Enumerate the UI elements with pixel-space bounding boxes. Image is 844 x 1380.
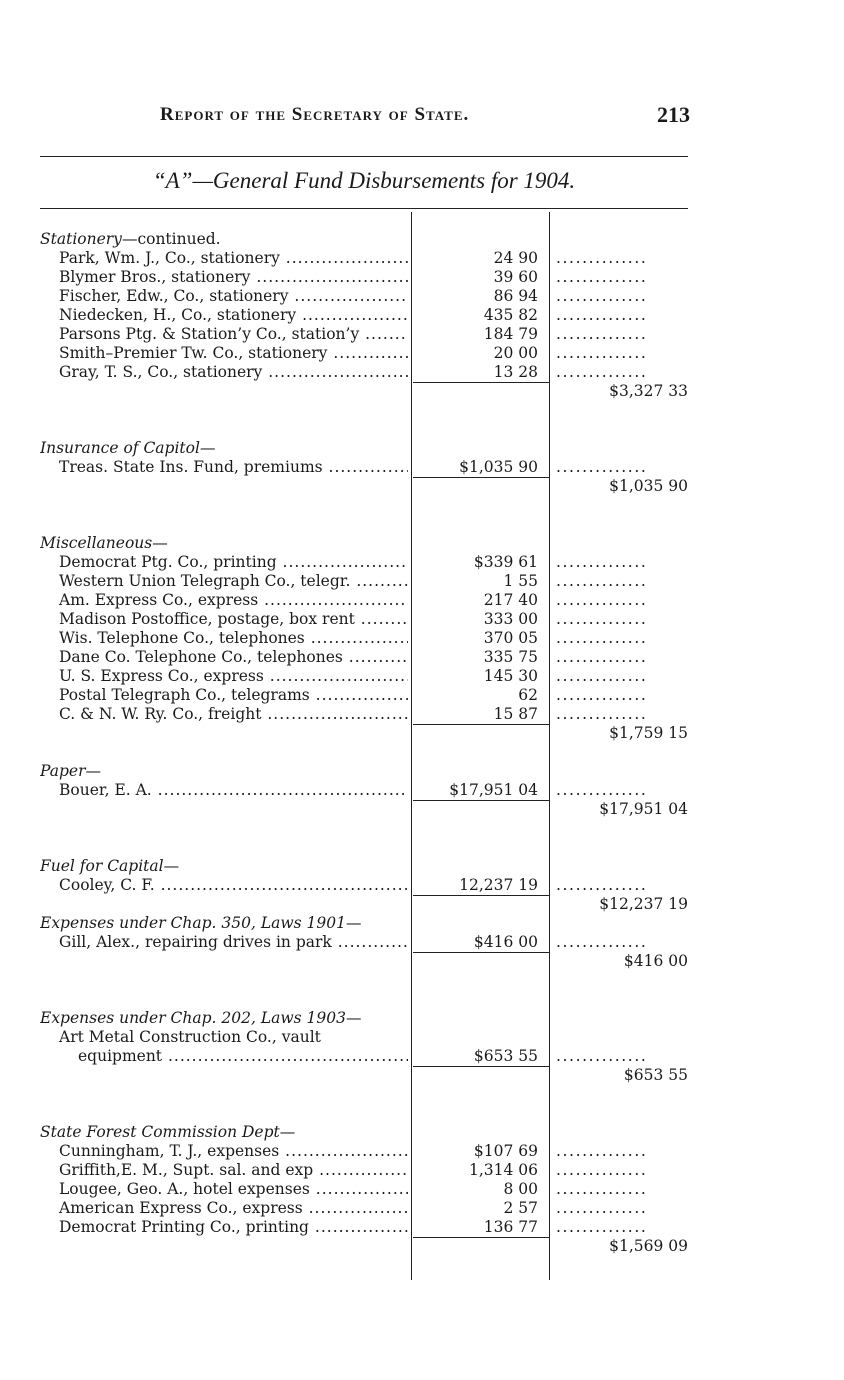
header-rule (40, 156, 688, 157)
entry-description-continued: equipment ..... (40, 1047, 408, 1066)
entry-description: Gray, T. S., Co., stationery ..... (40, 363, 408, 382)
section-heading-row (40, 534, 690, 553)
entry-leader-dots: .............. (556, 933, 648, 951)
entry-amount: 335 75 (483, 648, 538, 666)
table-row (40, 876, 690, 895)
entry-leader-dots: .............. (556, 781, 648, 799)
section-spacer (40, 743, 690, 762)
entry-leader-dots: .............. (556, 610, 648, 628)
subtotal-rule (413, 895, 549, 896)
entry-leader-dots: .............. (556, 268, 648, 286)
entry-amount: 20 00 (493, 344, 538, 362)
entry-description: Niedecken, H., Co., stationery ..... (40, 306, 408, 325)
table-row (40, 1028, 690, 1047)
section-heading (40, 914, 408, 933)
ledger-table (40, 230, 690, 1256)
entry-amount: 1,314 06 (468, 1161, 538, 1179)
section-heading (40, 534, 408, 553)
section-heading-suffix: —continued. (121, 230, 221, 248)
entry-amount: $416 00 (473, 933, 538, 951)
entry-amount: 184 79 (483, 325, 538, 343)
entry-leader-dots: .............. (556, 629, 648, 647)
entry-leader-dots: .............. (556, 1047, 648, 1065)
section-spacer (40, 971, 690, 990)
entry-description: Treas. State Ins. Fund, premiums ..... (40, 458, 408, 477)
table-row (40, 1180, 690, 1199)
subtotal-rule (413, 1066, 549, 1067)
entry-description: American Express Co., express ..... (40, 1199, 408, 1218)
section-spacer (40, 496, 690, 515)
entry-amount: 136 77 (483, 1218, 538, 1236)
table-row (40, 458, 690, 477)
section-heading-suffix: — (345, 1009, 362, 1027)
section-heading-row (40, 914, 690, 933)
entry-description: Park, Wm. J., Co., stationery ..... (40, 249, 408, 268)
section-heading (40, 1123, 408, 1142)
entry-leader-dots: .............. (556, 705, 648, 723)
ledger-section (40, 762, 690, 857)
section-heading-suffix: — (152, 534, 168, 552)
table-row (40, 591, 690, 610)
section-heading-suffix: — (279, 1123, 296, 1141)
entry-description: Smith–Premier Tw. Co., stationery ..... (40, 344, 408, 363)
entry-description: Democrat Ptg. Co., printing ..... (40, 553, 408, 572)
entry-leader-dots: .............. (556, 1161, 648, 1179)
table-row (40, 629, 690, 648)
title-rule (40, 208, 688, 209)
section-total-row (40, 1237, 690, 1256)
ledger-section (40, 857, 690, 914)
table-row (40, 1161, 690, 1180)
section-heading-label: Miscellaneous (40, 534, 153, 552)
entry-description: U. S. Express Co., express ..... (40, 667, 408, 686)
table-row (40, 249, 690, 268)
entry-amount: 39 60 (493, 268, 538, 286)
section-heading-suffix: — (199, 439, 216, 457)
entry-leader-dots: .............. (556, 1180, 648, 1198)
subtotal-rule (413, 800, 549, 801)
entry-leader-dots: .............. (556, 648, 648, 666)
entry-description: Gill, Alex., repairing drives in park ..... (40, 933, 408, 952)
entry-description: Art Metal Construction Co., vault (59, 1028, 321, 1046)
entry-description: Cooley, C. F. ..... (40, 876, 408, 895)
table-row (40, 667, 690, 686)
section-heading (40, 439, 408, 458)
page-header (40, 100, 690, 136)
section-total: $1,569 09 (609, 1237, 688, 1255)
section-total-row (40, 1066, 690, 1085)
entry-amount: 2 57 (503, 1199, 538, 1217)
section-spacer (40, 515, 690, 534)
section-heading-label: State Forest Commission Dept (40, 1123, 280, 1141)
section-total-row (40, 800, 690, 819)
entry-description: Democrat Printing Co., printing ..... (40, 1218, 408, 1237)
table-row (40, 287, 690, 306)
section-heading-row (40, 439, 690, 458)
section-total: $1,759 15 (609, 724, 688, 742)
entry-description: Am. Express Co., express ..... (40, 591, 408, 610)
subtotal-rule (413, 477, 549, 478)
entry-amount: 1 55 (503, 572, 538, 590)
entry-amount: 24 90 (493, 249, 538, 267)
section-total: $17,951 04 (599, 800, 688, 818)
entry-description: Wis. Telephone Co., telephones ..... (40, 629, 408, 648)
section-total-row (40, 895, 690, 914)
ledger-section (40, 1009, 690, 1123)
entry-description: Cunningham, T. J., expenses ..... (40, 1142, 408, 1161)
entry-description: Madison Postoffice, postage, box rent ..... (40, 610, 408, 629)
section-heading-suffix: — (85, 762, 101, 780)
section-heading (40, 230, 408, 249)
page-number: 213 (657, 102, 690, 127)
entry-amount: 435 82 (483, 306, 538, 324)
subtotal-rule (413, 952, 549, 953)
section-heading (40, 1009, 408, 1028)
section-heading-row (40, 857, 690, 876)
entry-amount: $339 61 (473, 553, 538, 571)
entry-amount: $17,951 04 (449, 781, 538, 799)
table-row (40, 363, 690, 382)
entry-description: Postal Telegraph Co., telegrams ..... (40, 686, 408, 705)
entry-leader-dots: .............. (556, 1142, 648, 1160)
table-row (40, 344, 690, 363)
table-row (40, 1142, 690, 1161)
section-total-row (40, 382, 690, 401)
section-heading-suffix: — (163, 857, 180, 875)
entry-amount: 15 87 (493, 705, 538, 723)
section-heading-label: Expenses under Chap. 350, Laws 1901 (40, 914, 346, 932)
entry-leader-dots: .............. (556, 325, 648, 343)
ledger-section (40, 914, 690, 1009)
section-total-row (40, 477, 690, 496)
entry-leader-dots: .............. (556, 1199, 648, 1217)
entry-leader-dots: .............. (556, 591, 648, 609)
table-row (40, 705, 690, 724)
section-total: $3,327 33 (609, 382, 688, 400)
section-spacer (40, 819, 690, 838)
section-heading-label: Expenses under Chap. 202, Laws 1903 (40, 1009, 346, 1027)
subtotal-rule (413, 724, 549, 725)
entry-amount: $1,035 90 (459, 458, 538, 476)
entry-description: C. & N. W. Ry. Co., freight ..... (40, 705, 408, 724)
section-heading-row (40, 230, 690, 249)
ledger-section (40, 534, 690, 762)
entry-amount: $107 69 (473, 1142, 538, 1160)
table-row (40, 325, 690, 344)
entry-leader-dots: .............. (556, 1218, 648, 1236)
table-row (40, 1218, 690, 1237)
section-total-row (40, 952, 690, 971)
section-total: $12,237 19 (599, 895, 688, 913)
section-heading-row (40, 1009, 690, 1028)
entry-leader-dots: .............. (556, 344, 648, 362)
section-total: $653 55 (623, 1066, 688, 1084)
entry-amount: 13 28 (493, 363, 538, 381)
subtotal-rule (413, 1237, 549, 1238)
entry-leader-dots: .............. (556, 306, 648, 324)
table-row (40, 268, 690, 287)
section-heading-row (40, 762, 690, 781)
table-row (40, 610, 690, 629)
section-total: $416 00 (623, 952, 688, 970)
entry-amount: $653 55 (473, 1047, 538, 1065)
section-spacer (40, 1085, 690, 1104)
entry-amount: 370 05 (483, 629, 538, 647)
entry-leader-dots: .............. (556, 458, 648, 476)
ledger-section (40, 230, 690, 439)
table-row (40, 648, 690, 667)
entry-description: Dane Co. Telephone Co., telephones ..... (40, 648, 408, 667)
entry-leader-dots: .............. (556, 686, 648, 704)
running-title: Report of the Secretary of State. (160, 104, 470, 125)
entry-leader-dots: .............. (556, 572, 648, 590)
entry-amount: 86 94 (493, 287, 538, 305)
entry-description: Bouer, E. A. ..... (40, 781, 408, 800)
section-spacer (40, 401, 690, 420)
section-spacer (40, 990, 690, 1009)
section-total-row (40, 724, 690, 743)
entry-description: Western Union Telegraph Co., telegr. ..... (40, 572, 408, 591)
section-heading (40, 857, 408, 876)
section-heading-label: Fuel for Capital (40, 857, 164, 875)
section-spacer (40, 838, 690, 857)
entry-leader-dots: .............. (556, 553, 648, 571)
entry-description: Lougee, Geo. A., hotel expenses ..... (40, 1180, 408, 1199)
entry-leader-dots: .............. (556, 667, 648, 685)
entry-amount: 62 (518, 686, 538, 704)
section-heading-label: Paper (40, 762, 86, 780)
table-row (40, 306, 690, 325)
section-heading-suffix: — (345, 914, 362, 932)
entry-amount: 12,237 19 (459, 876, 538, 894)
table-row (40, 686, 690, 705)
subtotal-rule (413, 382, 549, 383)
entry-amount: 145 30 (483, 667, 538, 685)
table-title: “A”—General Fund Disbursements for 1904. (152, 168, 576, 193)
entry-amount: 8 00 (503, 1180, 538, 1198)
section-heading-row (40, 1123, 690, 1142)
section-total: $1,035 90 (609, 477, 688, 495)
table-row (40, 933, 690, 952)
section-heading (40, 762, 408, 781)
entry-leader-dots: .............. (556, 287, 648, 305)
table-row (40, 572, 690, 591)
section-spacer (40, 420, 690, 439)
section-heading-label: Stationery (40, 230, 122, 248)
entry-amount: 333 00 (483, 610, 538, 628)
ledger-section (40, 1123, 690, 1256)
entry-leader-dots: .............. (556, 249, 648, 267)
entry-amount: 217 40 (483, 591, 538, 609)
entry-description: Blymer Bros., stationery ..... (40, 268, 408, 287)
entry-description: Fischer, Edw., Co., stationery ..... (40, 287, 408, 306)
table-row (40, 553, 690, 572)
entry-leader-dots: .............. (556, 363, 648, 381)
table-row (40, 781, 690, 800)
entry-description: Parsons Ptg. & Station’y Co., station’y ..... (40, 325, 408, 344)
table-row (40, 1199, 690, 1218)
entry-description: Griffith,E. M., Supt. sal. and exp ..... (40, 1161, 408, 1180)
entry-leader-dots: .............. (556, 876, 648, 894)
section-spacer (40, 1104, 690, 1123)
ledger-section (40, 439, 690, 534)
section-heading-label: Insurance of Capitol (40, 439, 200, 457)
table-row-continued (40, 1047, 690, 1066)
